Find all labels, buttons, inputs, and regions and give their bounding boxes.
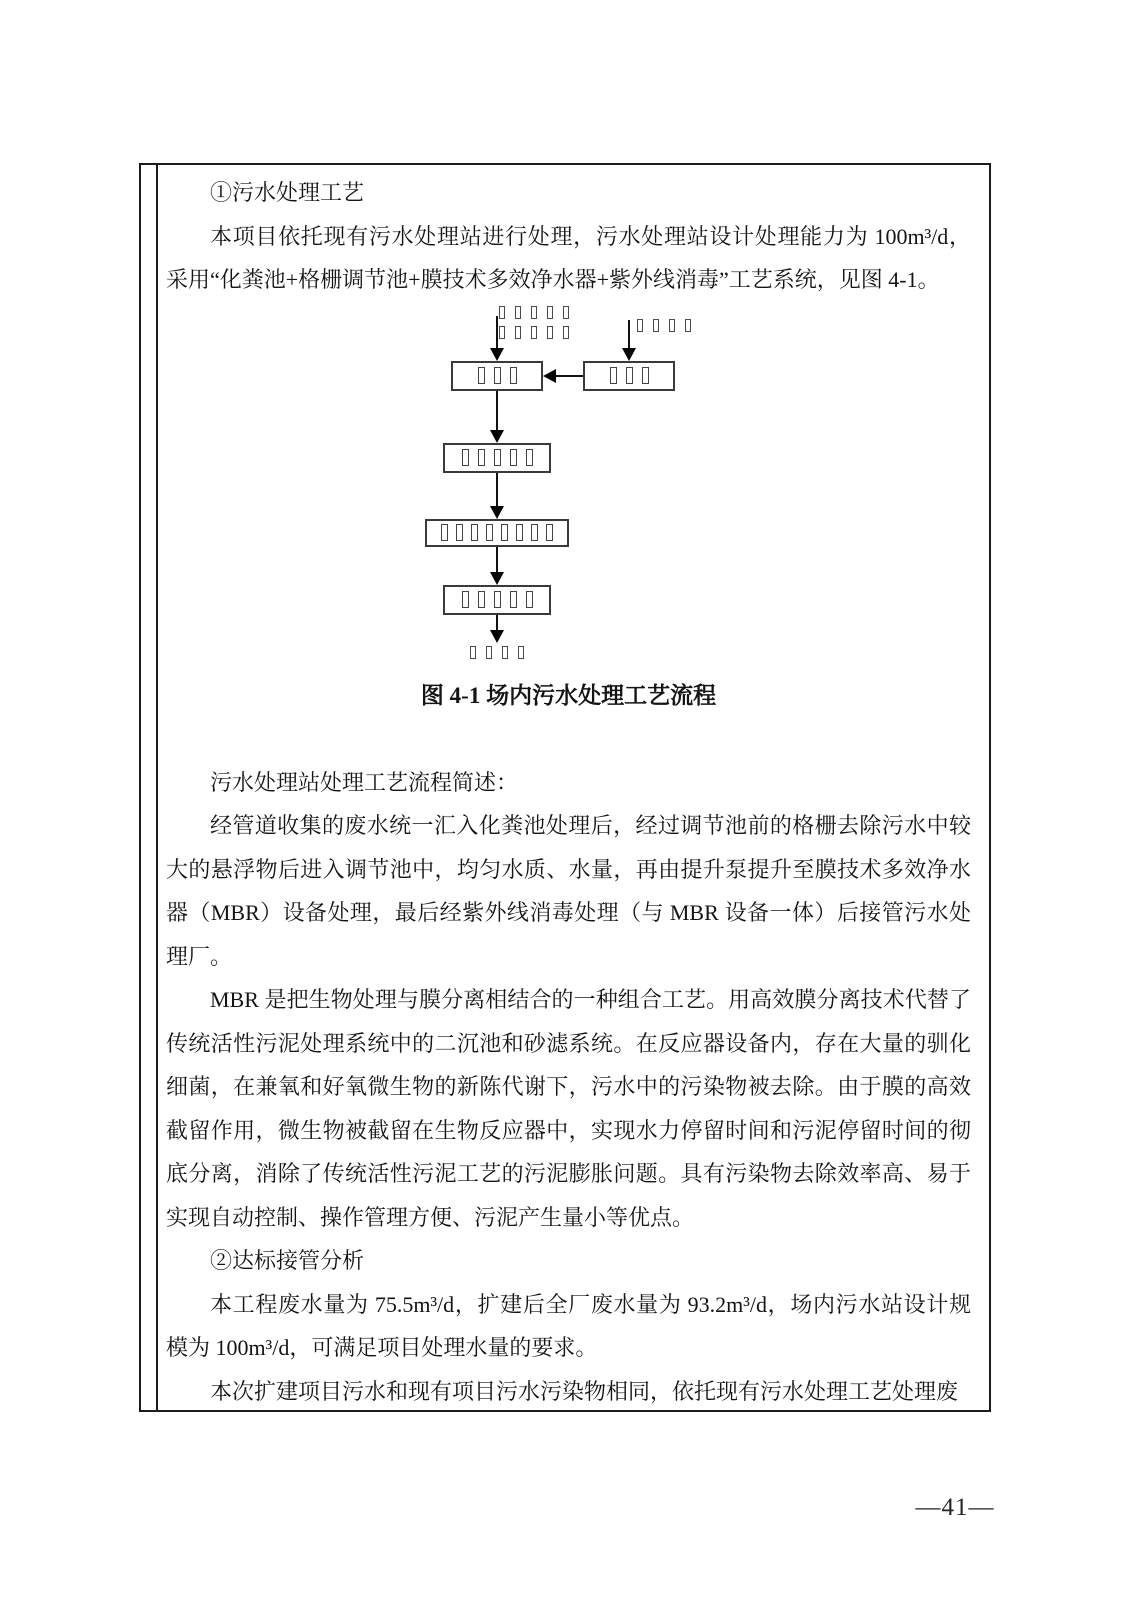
flow-node-4 xyxy=(443,585,551,615)
placeholder-glyph xyxy=(456,524,463,541)
placeholder-glyph xyxy=(510,367,517,384)
placeholder-glyph xyxy=(478,367,485,384)
placeholder-glyph xyxy=(470,646,476,659)
flow-node-1 xyxy=(451,361,543,391)
placeholder-glyph xyxy=(546,524,553,541)
placeholder-glyph xyxy=(637,319,643,332)
placeholder-glyph xyxy=(494,591,501,608)
placeholder-glyph xyxy=(547,306,553,319)
placeholder-glyph xyxy=(515,326,521,339)
flow-arrow-side-to-node1 xyxy=(556,375,583,377)
placeholder-glyph xyxy=(626,367,633,384)
report-table-cell xyxy=(139,163,991,1412)
flow-arrow-inflow-top xyxy=(496,316,498,350)
flow-arrowhead-outflow xyxy=(490,630,504,643)
placeholder-glyph xyxy=(462,449,469,466)
flow-node-2 xyxy=(443,443,551,473)
flow-node-side xyxy=(583,361,675,391)
placeholder-glyph xyxy=(685,319,691,332)
placeholder-glyph xyxy=(478,449,485,466)
heading-discharge-analysis: ②达标接管分析 xyxy=(210,1248,365,1273)
paragraph-project-overview: 本项目依托现有污水处理站进行处理，污水处理站设计处理能力为 100m³/d，采用“化粪池+格栅调节池+膜技术多效净水器+紫外线消毒”工艺系统，见图 4-1。 xyxy=(166,223,971,292)
flow-arrow-3-4 xyxy=(496,547,498,574)
flow-node-3 xyxy=(425,519,569,547)
placeholder-glyph xyxy=(653,319,659,332)
placeholder-glyph xyxy=(462,591,469,608)
placeholder-glyph xyxy=(510,449,517,466)
placeholder-glyph xyxy=(526,591,533,608)
placeholder-glyph xyxy=(531,306,537,319)
flow-arrowhead-2-3 xyxy=(490,506,504,519)
heading-sewage-process: ①污水处理工艺 xyxy=(210,180,365,205)
placeholder-glyph xyxy=(501,524,508,541)
flow-arrowhead-side-to-node1 xyxy=(543,369,556,383)
table-content-column xyxy=(158,165,989,1410)
placeholder-glyph xyxy=(669,319,675,332)
placeholder-glyph xyxy=(531,524,538,541)
placeholder-glyph xyxy=(486,646,492,659)
figure-caption: 图 4-1 场内污水处理工艺流程 xyxy=(420,682,717,708)
paragraph-capacity-analysis: 本工程废水量为 75.5m³/d，扩建后全厂废水量为 93.2m³/d，场内污水站设计规模为 100m³/d，可满足项目处理水量的要求。 xyxy=(166,1291,971,1360)
placeholder-glyph xyxy=(494,449,501,466)
paragraph-mbr-description: MBR 是把生物处理与膜分离相结合的一种组合工艺。用高效膜分离技术代替了传统活性污泥处理系统中的二沉池和砂滤系统。在反应器设备内，存在大量的驯化细菌，在兼氧和好氧微生物的新陈代谢下，污水中的污染物被去除。由于膜的高效截留作用，微生物被截留在生物反应器中，实现水力停留时间和污泥停留时间的彻底分离，消除了传统活性污泥工艺的污泥膨胀问题。具有污染物去除效率高、易于实现自动控制、操作管理方便、污泥产生量小等优点。 xyxy=(166,987,971,1230)
paragraph-process-description: 经管道收集的废水统一汇入化粪池处理后，经过调节池前的格栅去除污水中较大的悬浮物后进入调节池中，均匀水质、水量，再由提升泵提升至膜技术多效净水器（MBR）设备处理，最后经紫外线消毒处理（与 MBR 设备一体）后接管污水处理厂。 xyxy=(166,813,971,969)
placeholder-glyph xyxy=(563,306,569,319)
placeholder-glyph xyxy=(471,524,478,541)
placeholder-glyph xyxy=(516,524,523,541)
placeholder-glyph xyxy=(499,306,505,319)
flow-arrowhead-3-4 xyxy=(490,572,504,585)
placeholder-glyph xyxy=(531,326,537,339)
table-row-label-column xyxy=(141,165,158,1410)
placeholder-glyph xyxy=(547,326,553,339)
placeholder-glyph xyxy=(515,306,521,319)
paragraph-process-brief-heading: 污水处理站处理工艺流程简述： xyxy=(210,769,519,795)
placeholder-glyph xyxy=(563,326,569,339)
paragraph-expansion-note: 本次扩建项目污水和现有项目污水污染物相同，依托现有污水处理工艺处理废 xyxy=(210,1378,959,1404)
placeholder-glyph xyxy=(499,326,505,339)
placeholder-glyph xyxy=(510,591,517,608)
page-number: —41— xyxy=(915,1494,995,1521)
flow-arrowhead-inflow-right xyxy=(622,348,636,361)
placeholder-glyph xyxy=(486,524,493,541)
placeholder-glyph xyxy=(518,646,524,659)
placeholder-glyph xyxy=(502,646,508,659)
flow-arrowhead-inflow-top xyxy=(490,348,504,361)
flow-inflow-top-label-row2 xyxy=(499,326,569,339)
flow-inflow-top-label-row1 xyxy=(499,306,569,319)
placeholder-glyph xyxy=(494,367,501,384)
flow-outflow-label xyxy=(470,646,524,659)
placeholder-glyph xyxy=(478,591,485,608)
flow-arrowhead-1-2 xyxy=(490,430,504,443)
placeholder-glyph xyxy=(642,367,649,384)
placeholder-glyph xyxy=(441,524,448,541)
flow-arrow-inflow-right xyxy=(628,320,630,350)
placeholder-glyph xyxy=(526,449,533,466)
flow-arrow-1-2 xyxy=(496,391,498,432)
flow-inflow-right-label xyxy=(637,319,691,332)
placeholder-glyph xyxy=(610,367,617,384)
flowchart-figure xyxy=(166,302,971,674)
flow-arrow-2-3 xyxy=(496,473,498,508)
